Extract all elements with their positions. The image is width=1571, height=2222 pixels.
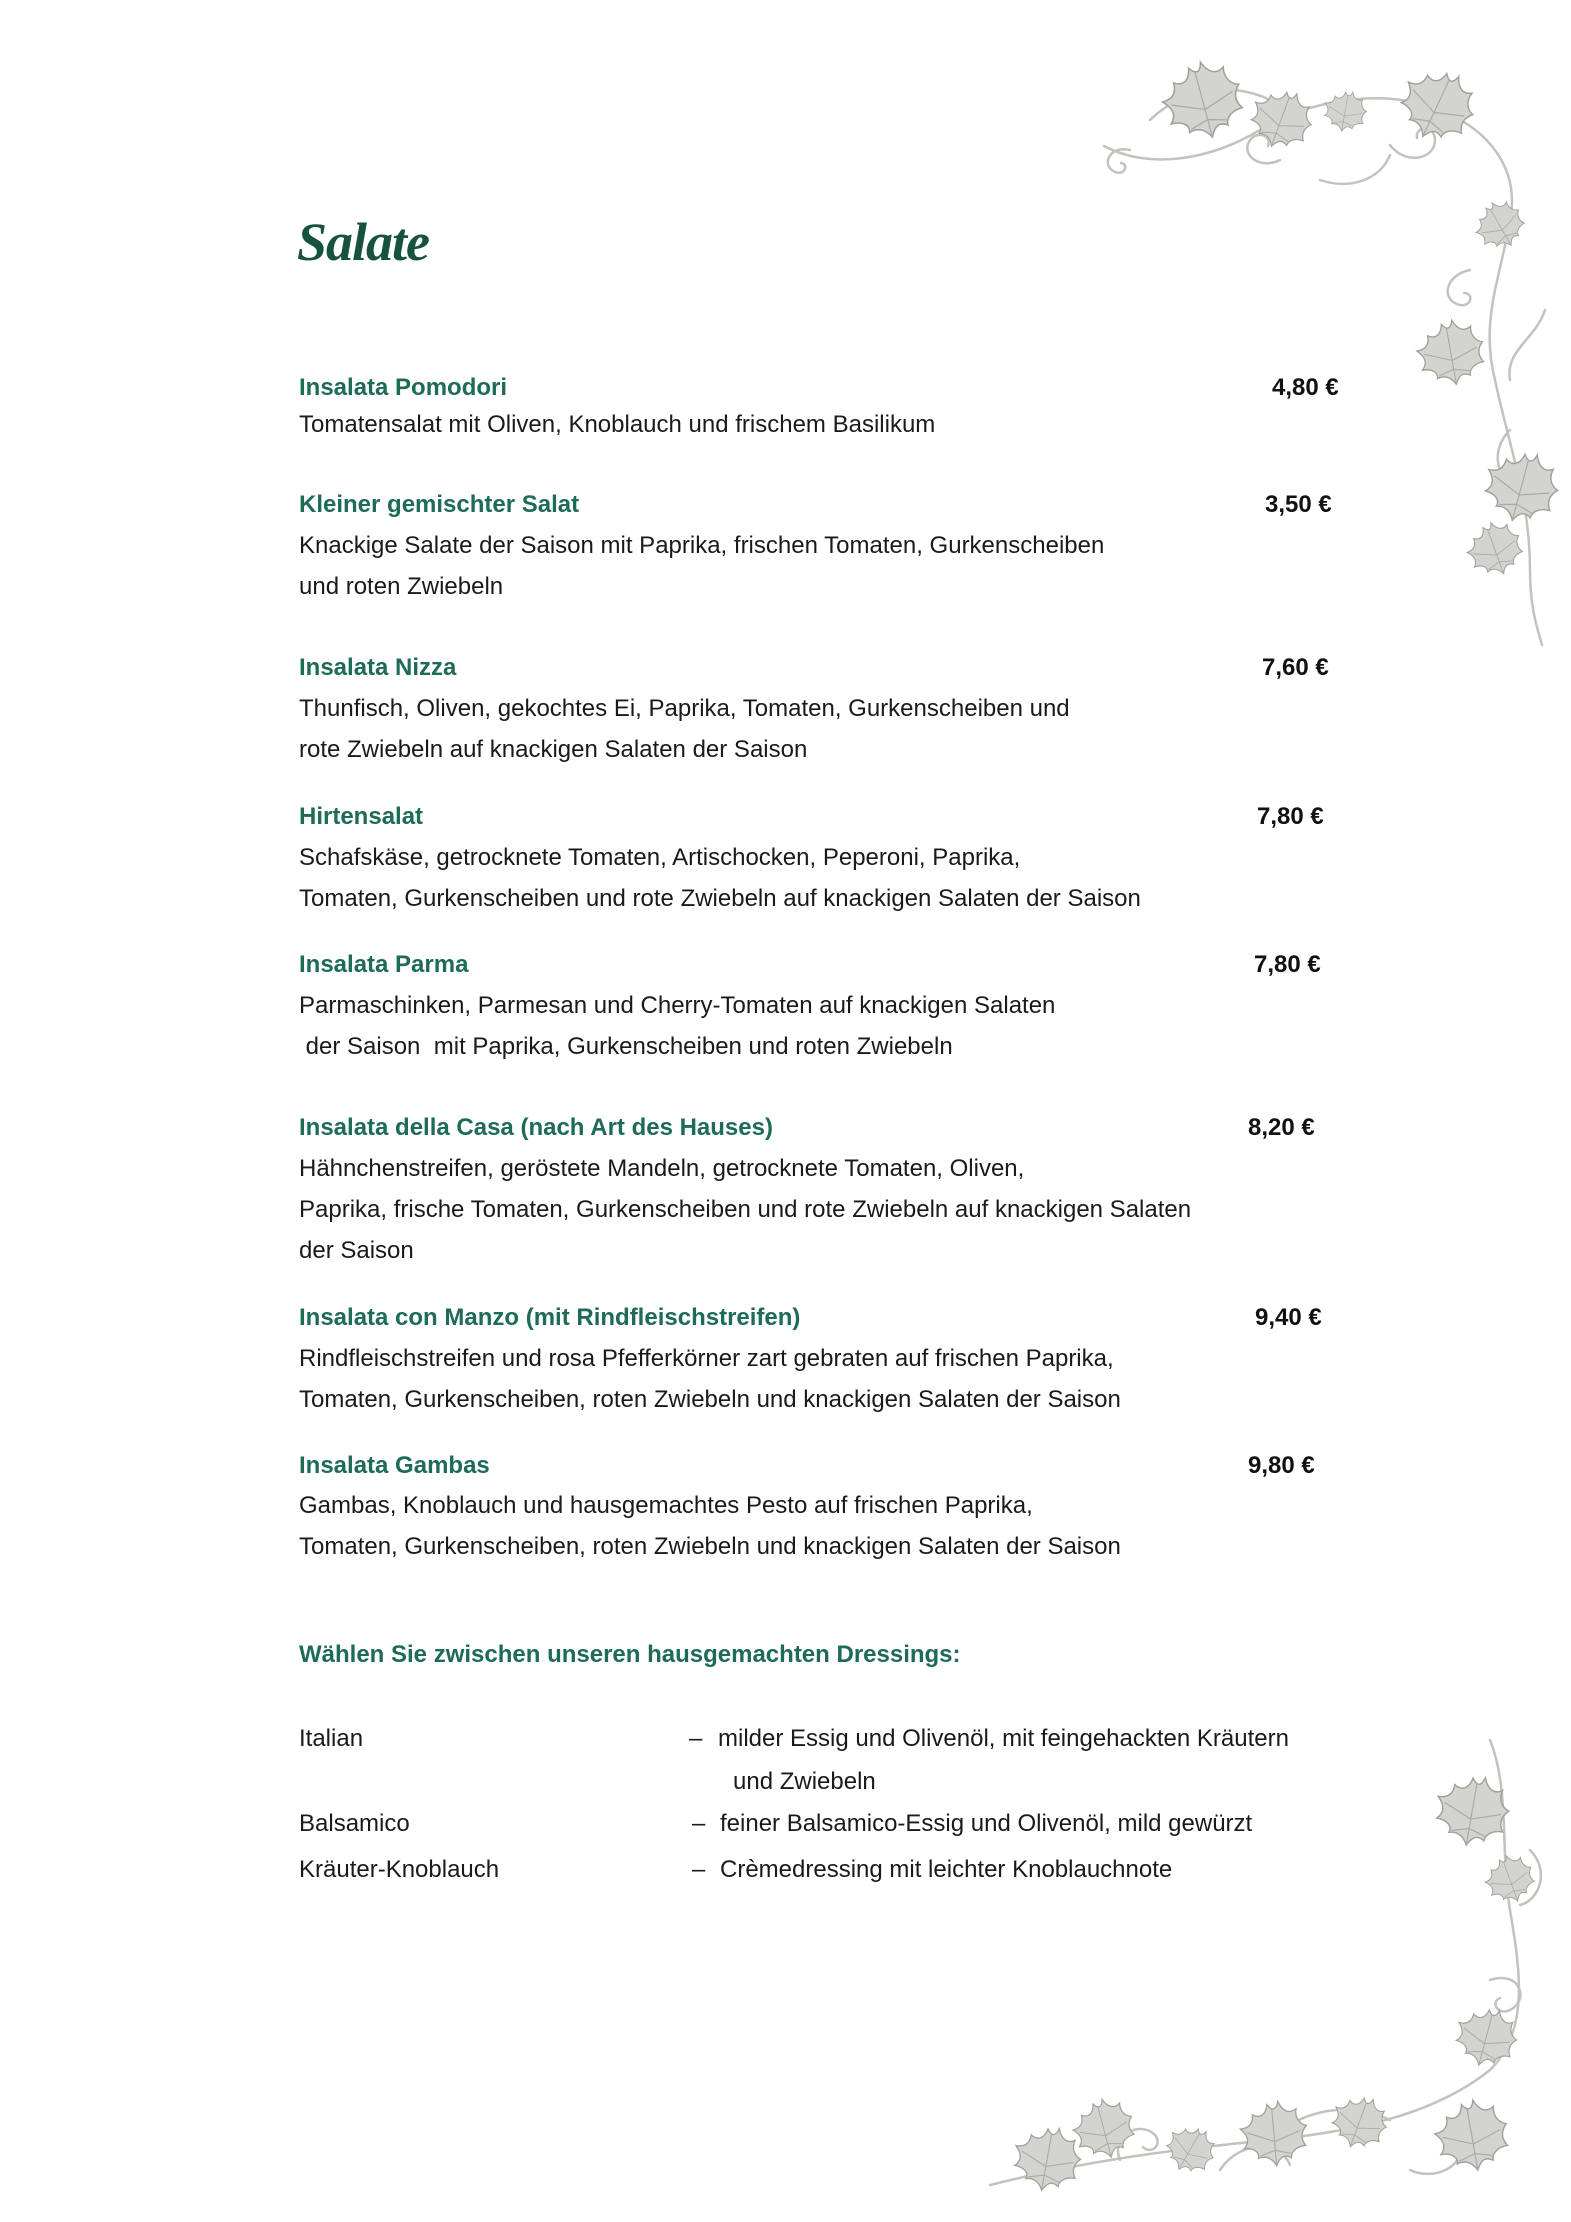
dressing-description: und Zwiebeln — [733, 1768, 876, 1795]
menu-item-price: 7,80 € — [1254, 951, 1321, 978]
menu-item-description: Hähnchenstreifen, geröstete Mandeln, getrocknete Tomaten, Oliven, — [299, 1155, 1025, 1182]
dressing-description: Crèmedressing mit leichter Knoblauchnote — [720, 1856, 1173, 1883]
page-title: Salate — [297, 212, 430, 272]
menu-item-name: Insalata Parma — [299, 951, 469, 978]
menu-item-name: Insalata della Casa (nach Art des Hauses) — [299, 1114, 773, 1141]
menu-item-name: Insalata Pomodori — [299, 374, 508, 401]
dressing-description: milder Essig und Olivenöl, mit feingehackten Kräutern — [718, 1725, 1289, 1752]
dressing-dash: – — [692, 1856, 706, 1883]
menu-item-description: der Saison — [299, 1237, 414, 1264]
dressing-name: Kräuter-Knoblauch — [299, 1856, 500, 1883]
menu-item-price: 7,80 € — [1257, 803, 1324, 830]
menu-item-name: Kleiner gemischter Salat — [299, 491, 580, 518]
dressing-name: Italian — [299, 1725, 364, 1752]
menu-item-description: Gambas, Knoblauch und hausgemachtes Pesto auf frischen Paprika, — [299, 1492, 1033, 1519]
vine-ornament-bottom-icon — [970, 1730, 1560, 2215]
menu-item-description: Parmaschinken, Parmesan und Cherry-Tomaten auf knackigen Salaten — [299, 992, 1056, 1019]
dressing-dash: – — [689, 1725, 703, 1752]
menu-item-description: Tomaten, Gurkenscheiben, roten Zwiebeln und knackigen Salaten der Saison — [299, 1533, 1121, 1560]
vine-ornament-top-icon — [1090, 50, 1560, 650]
menu-item-price: 8,20 € — [1248, 1114, 1315, 1141]
menu-item-description: und roten Zwiebeln — [299, 573, 504, 600]
menu-item-price: 7,60 € — [1262, 654, 1329, 681]
menu-item-description: Knackige Salate der Saison mit Paprika, frischen Tomaten, Gurkenscheiben — [299, 532, 1105, 559]
menu-item-description: Tomaten, Gurkenscheiben, roten Zwiebeln und knackigen Salaten der Saison — [299, 1386, 1121, 1413]
menu-item-description: Rindfleischstreifen und rosa Pfefferkörner zart gebraten auf frischen Paprika, — [299, 1345, 1114, 1372]
menu-item-name: Insalata Gambas — [299, 1452, 490, 1479]
menu-item-description: rote Zwiebeln auf knackigen Salaten der Saison — [299, 736, 808, 763]
menu-item-name: Insalata Nizza — [299, 654, 457, 681]
menu-item-description: Schafskäse, getrocknete Tomaten, Artischocken, Peperoni, Paprika, — [299, 844, 1021, 871]
dressing-description: feiner Balsamico-Essig und Olivenöl, mild gewürzt — [720, 1810, 1253, 1837]
menu-item-description: der Saison mit Paprika, Gurkenscheiben und roten Zwiebeln — [299, 1033, 953, 1060]
menu-item-description: Thunfisch, Oliven, gekochtes Ei, Paprika, Tomaten, Gurkenscheiben und — [299, 695, 1070, 722]
menu-item-price: 4,80 € — [1272, 374, 1339, 401]
dressings-heading: Wählen Sie zwischen unseren hausgemachten Dressings: — [299, 1641, 961, 1668]
menu-item-name: Hirtensalat — [299, 803, 424, 830]
menu-item-price: 9,40 € — [1255, 1304, 1322, 1331]
menu-item-price: 9,80 € — [1248, 1452, 1315, 1479]
menu-item-description: Tomatensalat mit Oliven, Knoblauch und frischem Basilikum — [299, 411, 936, 438]
menu-item-description: Paprika, frische Tomaten, Gurkenscheiben und rote Zwiebeln auf knackigen Salaten — [299, 1196, 1192, 1223]
dressing-name: Balsamico — [299, 1810, 410, 1837]
dressing-dash: – — [692, 1810, 706, 1837]
menu-item-description: Tomaten, Gurkenscheiben und rote Zwiebeln auf knackigen Salaten der Saison — [299, 885, 1141, 912]
menu-item-name: Insalata con Manzo (mit Rindfleischstreifen) — [299, 1304, 801, 1331]
menu-item-price: 3,50 € — [1265, 491, 1332, 518]
